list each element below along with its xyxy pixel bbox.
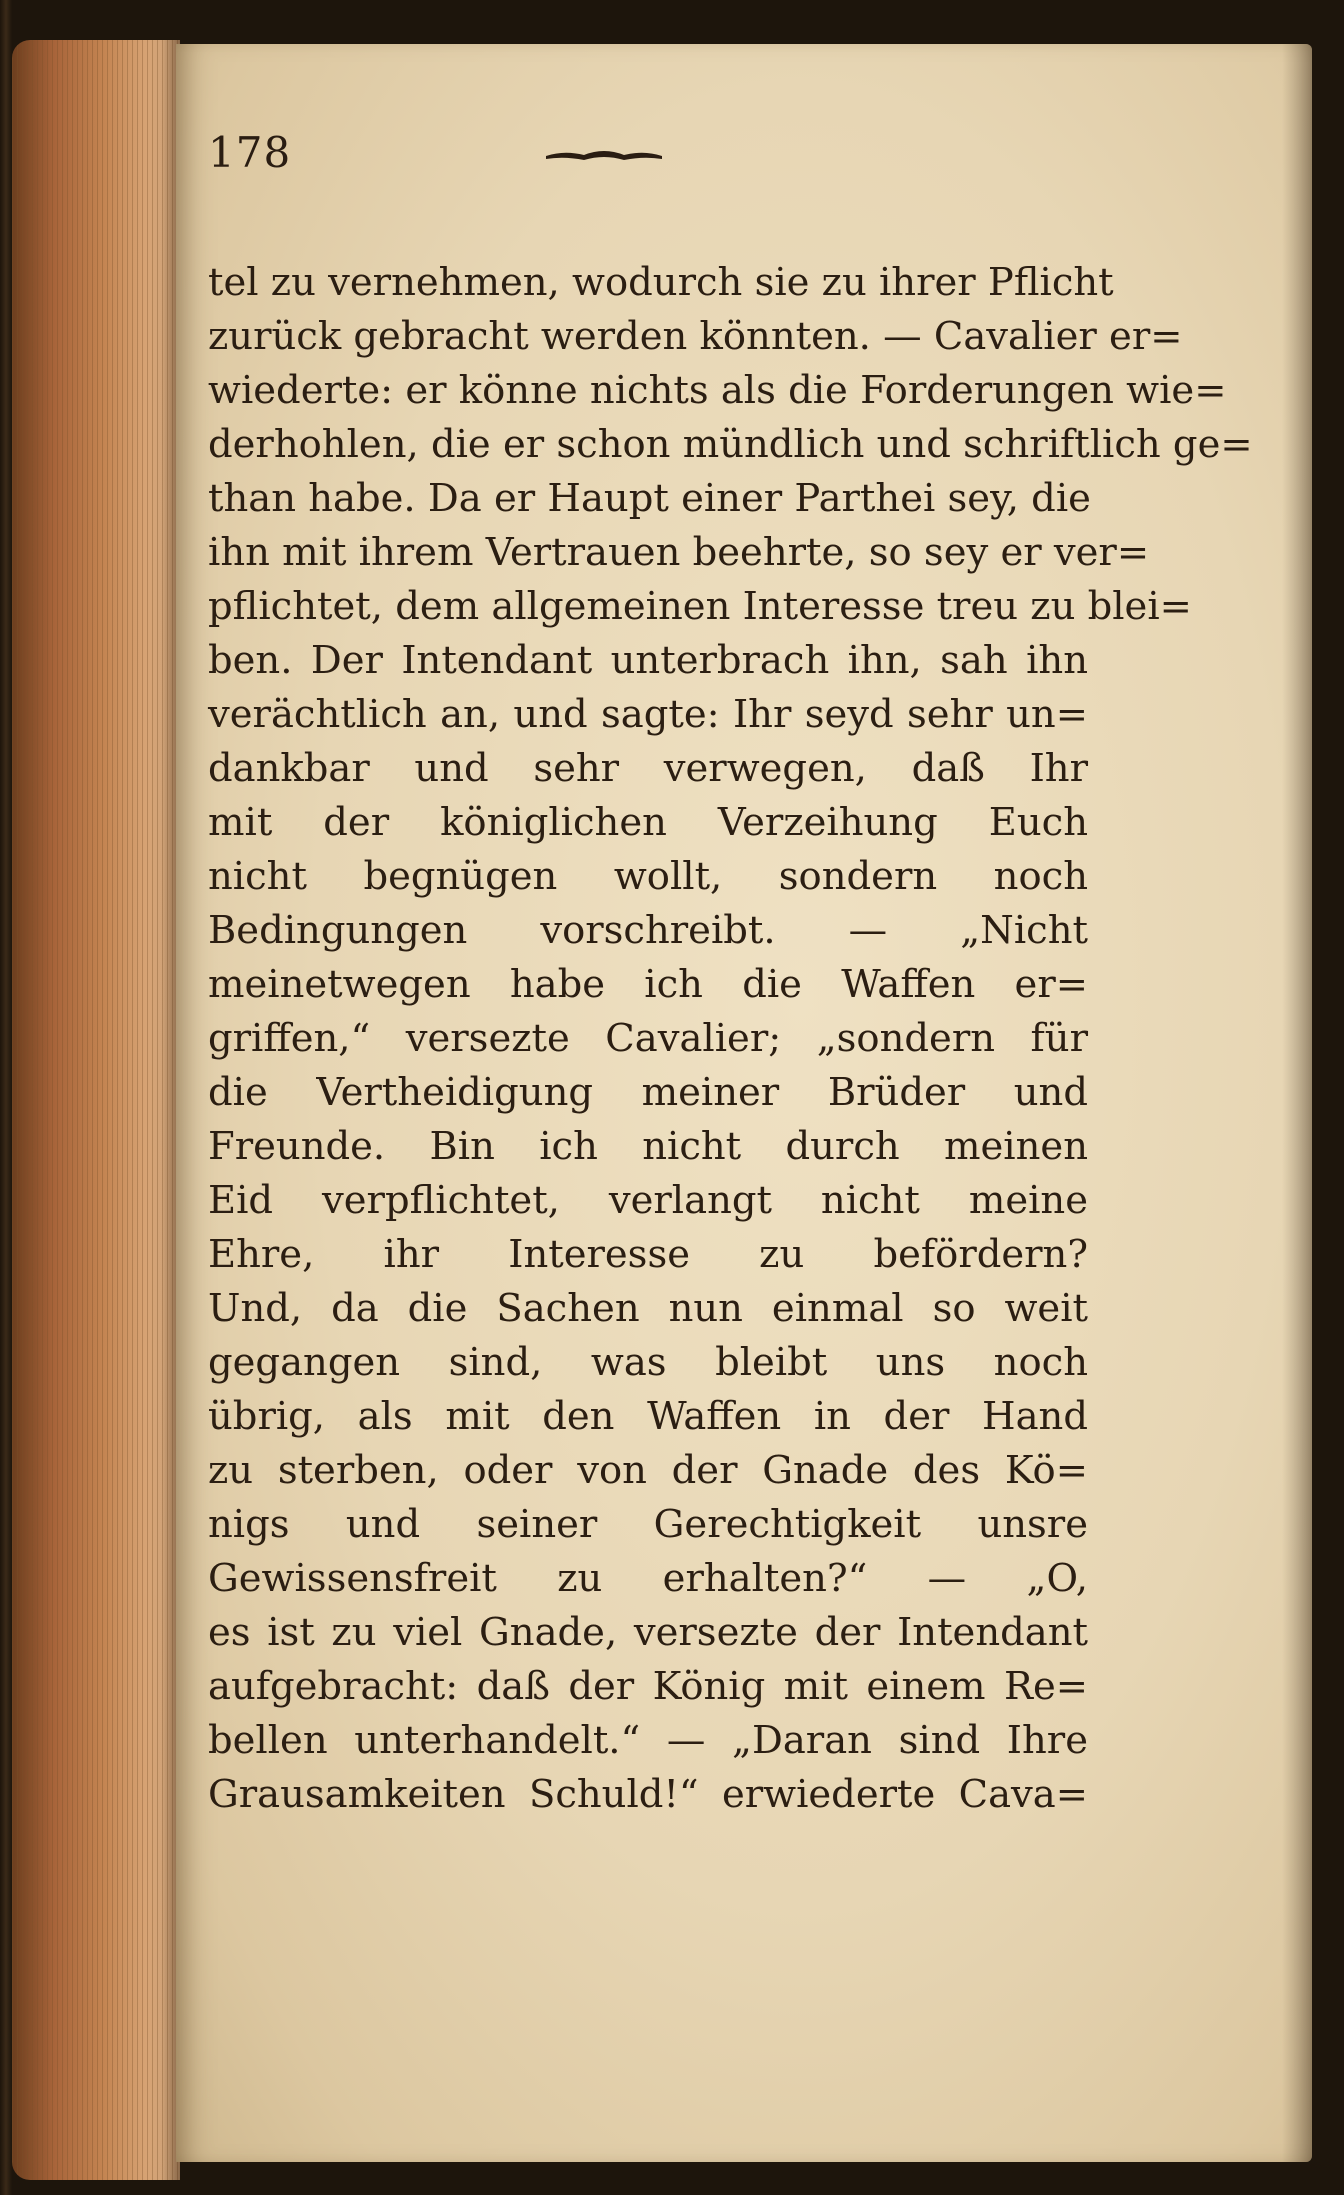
text-line: verächtlich an, und sagte: Ihr seyd sehr un= [208,692,1088,737]
text-line: meinetwegen habe ich die Waffen er= [208,962,1088,1007]
text-line: nicht begnügen wollt, sondern noch [208,854,1088,899]
text-line: Eid verpflichtet, verlangt nicht meine [208,1178,1088,1223]
text-line: Grausamkeiten Schuld!“ erwiederte Cava= [208,1772,1088,1817]
text-line: Gewissensfreit zu erhalten?“ — „O, [208,1556,1088,1601]
text-line: derhohlen, die er schon mündlich und schriftlich ge= [208,422,1253,467]
text-line: nigs und seiner Gerechtigkeit unsre [208,1502,1088,1547]
text-line: Ehre, ihr Interesse zu befördern? [208,1232,1088,1277]
text-line: Freunde. Bin ich nicht durch meinen [208,1124,1088,1169]
text-line: pflichtet, dem allgemeinen Interesse treu zu blei= [208,584,1192,629]
text-line: zurück gebracht werden könnten. — Cavalier er= [208,314,1183,359]
text-line: gegangen sind, was bleibt uns noch [208,1340,1088,1385]
text-line: wiederte: er könne nichts als die Forderungen wie= [208,368,1227,413]
text-line: übrig, als mit den Waffen in der Hand [208,1394,1088,1439]
text-line: dankbar und sehr verwegen, daß Ihr [208,746,1088,791]
text-line: zu sterben, oder von der Gnade des Kö= [208,1448,1088,1493]
body-text [208,256,1253,1822]
text-line: than habe. Da er Haupt einer Parthei sey, die [208,476,1091,521]
text-line: Und, da die Sachen nun einmal so weit [208,1286,1088,1331]
text-line: bellen unterhandelt.“ — „Daran sind Ihre [208,1718,1088,1763]
text-line: die Vertheidigung meiner Brüder und [208,1070,1088,1115]
text-line: Bedingungen vorschreibt. — „Nicht [208,908,1088,953]
text-line: mit der königlichen Verzeihung Euch [208,800,1088,845]
text-line: ihn mit ihrem Vertrauen beehrte, so sey er ver= [208,530,1150,575]
page-edges [12,40,180,2180]
text-line: griffen,“ versezte Cavalier; „sondern für [208,1016,1088,1061]
text-line: es ist zu viel Gnade, versezte der Intendant [208,1610,1088,1655]
page-header [208,128,868,184]
text-line: ben. Der Intendant unterbrach ihn, sah ihn [208,638,1088,683]
text-line: tel zu vernehmen, wodurch sie zu ihrer Pflicht [208,260,1114,305]
text-line: aufgebracht: daß der König mit einem Re= [208,1664,1088,1709]
decorative-rule-icon [544,146,664,164]
page-number: 178 [208,128,292,177]
page-shadow [1282,44,1312,2162]
